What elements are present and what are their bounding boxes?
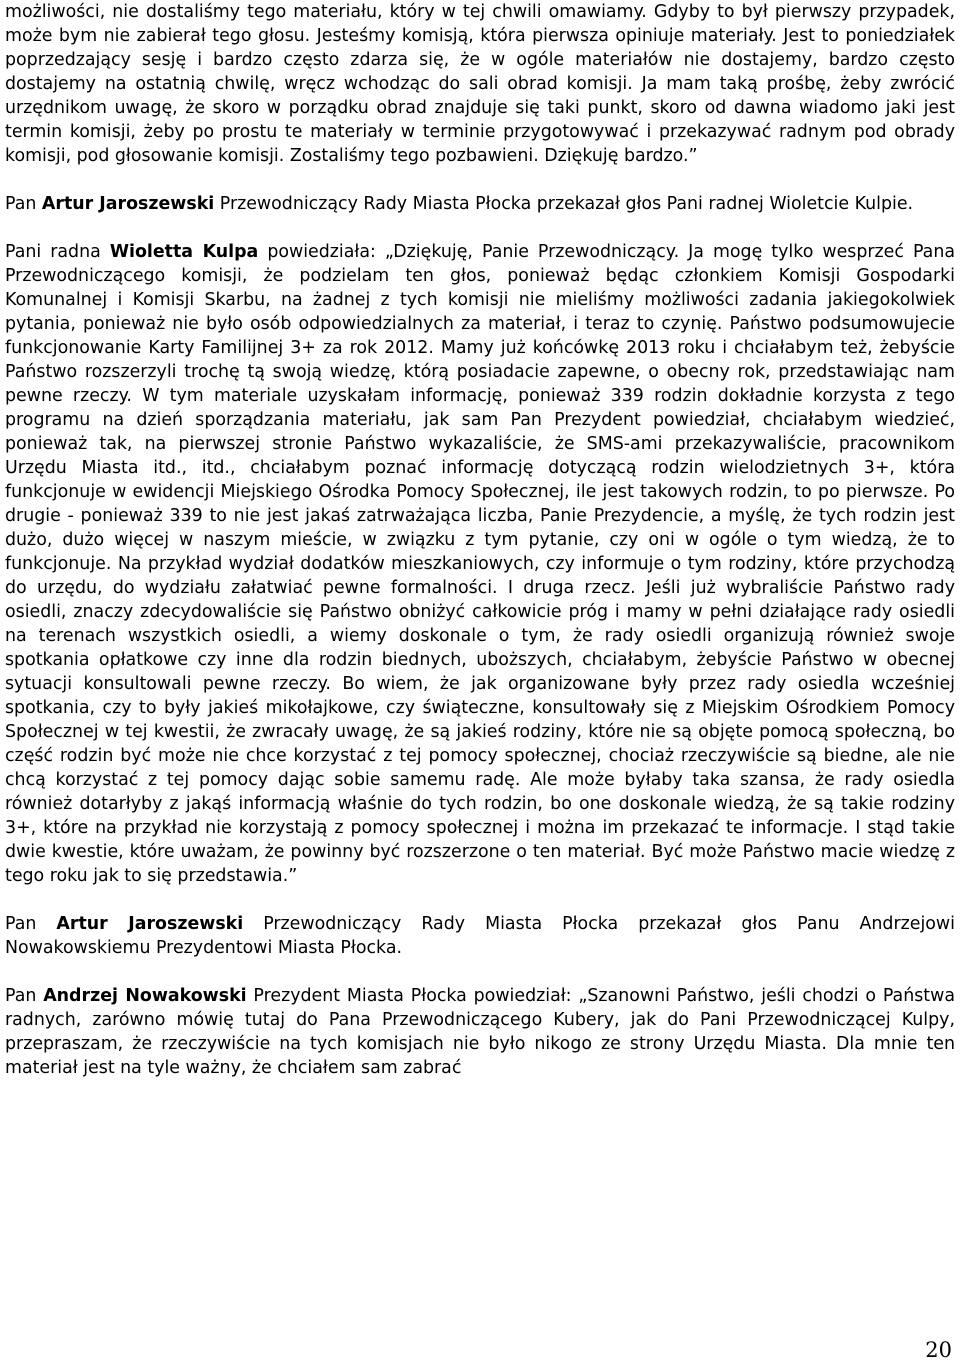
speaker-name: Wioletta Kulpa xyxy=(109,242,259,262)
paragraph-text: możliwości, nie dostaliśmy tego materiału, który w tej chwili omawiamy. Gdyby to był pierwszy przypadek, może bym nie zabierał tego głosu. Jesteśmy komisją, która pierwsza opiniuje materiały. Jest to poniedziałek poprzedzający sesję i bardzo często zdarza się, że w ogóle materiałów nie dostajemy, bardzo często dostajemy na ostatnią chwilę, wręcz wchodząc do sali obrad komisji. Ja mam taką prośbę, żeby zwrócić urzędnikom uwagę, że skoro w porządku obrad znajduje się taki punkt, skoro od dawna wiadomo jaki jest termin komisji, żeby po prostu te materiały w terminie przygotowywać i przekazywać radnym pod obrady komisji, pod głosowanie komisji. Zostaliśmy tego pozbawieni. Dziękuję bardzo.” xyxy=(5,2,955,166)
paragraph-text: Przewodniczący Rady Miasta Płocka przekazał głos Panu Andrzejowi Nowakowskiemu Prezydentowi Miasta Płocka. xyxy=(5,914,955,958)
paragraph-kulpa xyxy=(5,240,955,888)
document-page xyxy=(5,0,955,1080)
paragraph-jaroszewski-2 xyxy=(5,912,955,960)
paragraph-text: powiedziała: „Dziękuję, Panie Przewodniczący. Ja mogę tylko wesprzeć Pana Przewodniczącego komisji, że podzielam ten głos, ponieważ będąc członkiem Komisji Gospodarki Komunalnej i Komisji Skarbu, na żadnej z tych komisji nie mieliśmy możliwości zadania jakiegokolwiek pytania, ponieważ nie było osób odpowiedzialnych za materiał, i teraz to czynię. Państwo podsumowujecie funkcjonowanie Karty Familijnej 3+ za rok 2012. Mamy już końcówkę 2013 roku i chciałabym też, żebyście Państwo rozszerzyli trochę tą swoją wiedzę, którą posiadacie zapewne, o obecny rok, przedstawiając nam pewne rzeczy. W tym materiale uzyskałam informację, ponieważ 339 rodzin dokładnie korzysta z tego programu na dzień sporządzania materiału, jak sam Pan Prezydent powiedział, chciałabym wiedzieć, ponieważ tak, na pierwszej stronie Państwo wykazaliście, że SMS-ami przekazywaliście, pracownikom Urzędu Miasta itd., itd., chciałabym poznać informację dotyczącą rodzin wielodzietnych 3+, która funkcjonuje w ewidencji Miejskiego Ośrodka Pomocy Społecznej, ile jest takowych rodzin, to po pierwsze. Po drugie - ponieważ 339 to nie jest jakaś zatrważająca liczba, Panie Prezydencie, a myślę, że tych rodzin jest dużo, dużo więcej w naszym mieście, w związku z tym pytanie, czy oni w ogóle o tym wiedzą, że to funkcjonuje. Na przykład wydział dodatków mieszkaniowych, czy informuje o tym rodziny, które przychodzą do urzędu, do wydziału załatwiać pewne formalności. I druga rzecz. Jeśli już wybraliście Państwo rady osiedli, znaczy zdecydowaliście się Państwo obniżyć całkowicie próg i mamy w pełni działające rady osiedli na terenach wszystkich osiedli, a wiemy doskonale o tym, że rady osiedli organizują również swoje spotkania opłatkowe czy inne dla rodzin biednych, uboższych, chciałabym, żebyście Państwo w obecnej sytuacji konsultowali pewne rzeczy. Bo wiem, że jak organizowane były przez rady osiedla wcześniej spotkania, czy to były jakieś mikołajkowe, czy świąteczne, konsultowały się z Miejskim Ośrodkiem Pomocy Społecznej w tej kwestii, że zwracały uwagę, że są jakieś rodziny, które nie są objęte pomocą społeczną, bo część rodzin być może nie chce korzystać z tej pomocy społecznej, chociaż rzeczywiście są biedne, ale nie chcą korzystać z tej pomocy dając sobie samemu radę. Ale może byłaby taka szansa, że rady osiedla również dotarłyby z jakąś informacją właśnie do tych rodzin, bo one doskonale wiedzą, że są takie rodziny 3+, które na przykład nie korzystają z pomocy społecznej i można im przekazać te informacje. I stąd takie dwie kwestie, które uważam, że powinny być rozszerzone o ten materiał. Być może Państwo macie wiedzę z tego roku jak to się przedstawia.” xyxy=(5,242,955,886)
speaker-name: Andrzej Nowakowski xyxy=(43,986,247,1006)
speaker-name: Artur Jaroszewski xyxy=(56,914,244,934)
paragraph-continuation xyxy=(5,0,955,168)
paragraph-lead: Pan xyxy=(5,914,57,934)
paragraph-nowakowski xyxy=(5,984,955,1080)
paragraph-lead: Pani radna xyxy=(5,242,110,262)
paragraph-lead: Pan xyxy=(5,194,42,214)
speaker-name: Artur Jaroszewski xyxy=(41,194,215,214)
page-number: 20 xyxy=(925,1338,952,1362)
paragraph-text: Przewodniczący Rady Miasta Płocka przekazał głos Pani radnej Wioletcie Kulpie. xyxy=(214,194,914,214)
paragraph-lead: Pan xyxy=(5,986,44,1006)
paragraph-jaroszewski-1 xyxy=(5,192,955,216)
paragraph-text: Prezydent Miasta Płocka powiedział: „Szanowni Państwo, jeśli chodzi o Państwa radnych, zarówno mówię tutaj do Pana Przewodniczącego Kubery, jak do Pani Przewodniczącej Kulpy, przepraszam, że rzeczywiście na tych komisjach nie było nikogo ze strony Urzędu Miasta. Dla mnie ten materiał jest na tyle ważny, że chciałem sam zabrać xyxy=(5,986,955,1078)
